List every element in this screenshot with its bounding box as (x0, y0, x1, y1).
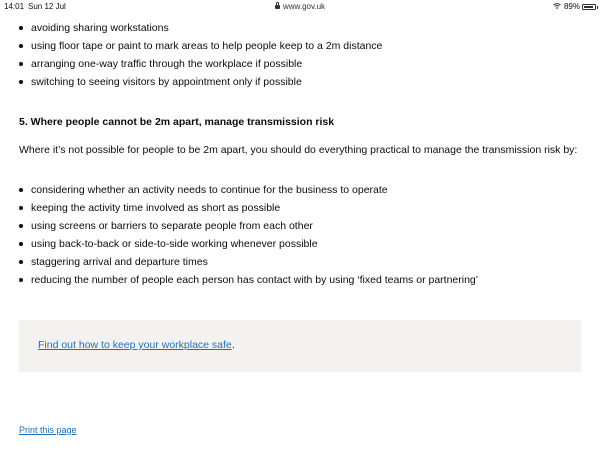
list-item (19, 199, 478, 217)
list-item (19, 181, 478, 199)
list-item-text: using floor tape or paint to mark areas to help people keep to a 2m distance (31, 40, 383, 52)
list-item (19, 73, 382, 91)
bullet-list-distancing (19, 19, 382, 91)
battery-percent: 89% (563, 2, 580, 11)
list-item-text: arranging one-way traffic through the workplace if possible (31, 58, 303, 70)
battery-fill (584, 6, 593, 8)
inset-period: . (232, 339, 235, 351)
list-item (19, 19, 382, 37)
bullet-dot (19, 80, 23, 84)
list-item-text: avoiding sharing workstations (31, 22, 169, 34)
bullet-dot (19, 44, 23, 48)
lock-icon (275, 5, 280, 9)
workplace-safe-link[interactable]: Find out how to keep your workplace safe (38, 339, 232, 351)
list-item (19, 253, 478, 271)
list-item-text: staggering arrival and departure times (31, 256, 208, 268)
bullet-dot (19, 206, 23, 210)
list-item-text: switching to seeing visitors by appointment only if possible (31, 76, 302, 88)
list-item (19, 217, 478, 235)
print-page-link[interactable]: Print this page (19, 425, 77, 435)
wifi-icon (553, 3, 561, 9)
list-item-text: reducing the number of people each person has contact with by using ‘fixed teams or partnering’ (31, 274, 479, 286)
section-paragraph: Where it’s not possible for people to be 2m apart, you should do everything practical to manage the transmission risk by: (19, 144, 578, 156)
status-date: Sun 12 Jul (28, 2, 66, 11)
status-bar (0, 0, 600, 14)
list-item-text: using back-to-back or side-to-side working whenever possible (31, 238, 318, 250)
list-item-text: considering whether an activity needs to continue for the business to operate (31, 184, 388, 196)
status-time: 14:01 (4, 2, 25, 11)
battery-icon (582, 4, 596, 10)
bullet-dot (19, 188, 23, 192)
bullet-dot (19, 224, 23, 228)
list-item-text: using screens or barriers to separate people from each other (31, 220, 313, 232)
bullet-dot (19, 62, 23, 66)
bullet-list-transmission (19, 181, 478, 289)
address-url: www.gov.uk (282, 2, 326, 11)
bullet-dot (19, 260, 23, 264)
list-item (19, 235, 478, 253)
bullet-dot (19, 278, 23, 282)
bullet-dot (19, 26, 23, 30)
status-right (553, 2, 596, 11)
inset-text-box (19, 320, 581, 372)
list-item (19, 271, 478, 289)
list-item-text: keeping the activity time involved as short as possible (31, 202, 281, 214)
address-bar[interactable] (0, 2, 600, 11)
section-heading: 5. Where people cannot be 2m apart, manage transmission risk (19, 116, 335, 128)
list-item (19, 37, 382, 55)
list-item (19, 55, 382, 73)
bullet-dot (19, 242, 23, 246)
